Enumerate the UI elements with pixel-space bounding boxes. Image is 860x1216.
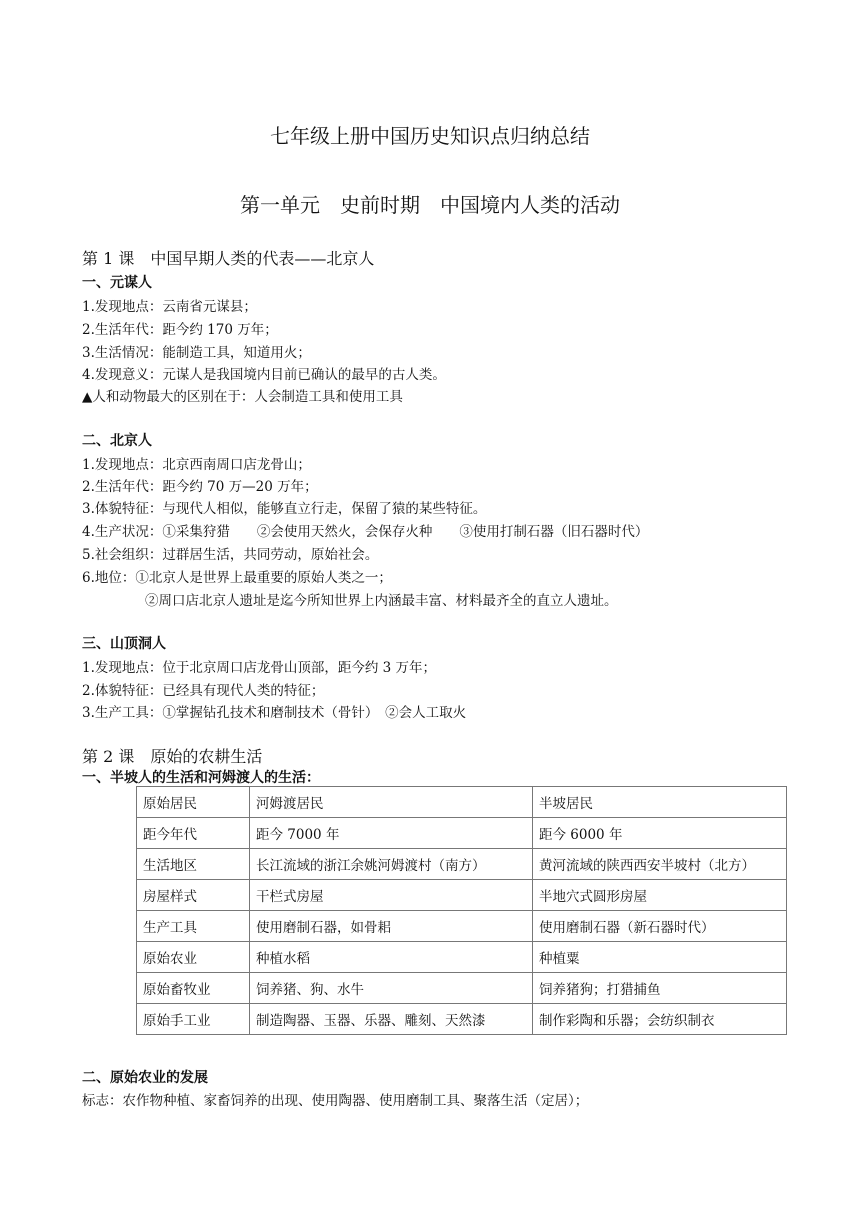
beijing-line-6: 6.地位：①北京人是世界上最重要的原始人类之一； xyxy=(82,570,392,586)
table-cell: 河姆渡居民 xyxy=(250,787,533,818)
table-cell: 饲养猪狗；打猎捕鱼 xyxy=(533,973,787,1004)
shanding-line-3: 3.生产工具：①掌握钻孔技术和磨制技术（骨针） ②会人工取火 xyxy=(82,705,467,721)
beijing-line-1: 1.发现地点：北京西南周口店龙骨山； xyxy=(82,457,311,473)
table-cell: 距今 7000 年 xyxy=(250,818,533,849)
yuanmou-line-3: 3.生活情况：能制造工具，知道用火； xyxy=(82,345,311,361)
section-agriculture-heading: 二、原始农业的发展 xyxy=(82,1070,208,1086)
lesson-2-heading: 第 2 课 原始的农耕生活 xyxy=(82,747,263,766)
comparison-table xyxy=(136,786,787,1035)
beijing-line-5: 5.社会组织：过群居生活，共同劳动，原始社会。 xyxy=(82,547,379,563)
unit-title: 第一单元 史前时期 中国境内人类的活动 xyxy=(240,193,620,217)
shanding-line-1: 1.发现地点：位于北京周口店龙骨山顶部，距今约 3 万年； xyxy=(82,660,437,676)
section-beijing-heading: 二、北京人 xyxy=(82,433,152,449)
yuanmou-line-1: 1.发现地点：云南省元谋县； xyxy=(82,299,257,315)
table-cell: 干栏式房屋 xyxy=(250,880,533,911)
yuanmou-note: ▲人和动物最大的区别在于：人会制造工具和使用工具 xyxy=(82,389,403,405)
section-shanding-heading: 三、山顶洞人 xyxy=(82,636,166,652)
section-yuanmou-heading: 一、元谋人 xyxy=(82,275,152,291)
table-cell: 半坡居民 xyxy=(533,787,787,818)
table-section-heading: 一、半坡人的生活和河姆渡人的生活： xyxy=(82,770,320,786)
table-cell: 使用磨制石器（新石器时代） xyxy=(533,911,787,942)
table-row xyxy=(137,787,787,818)
table-cell: 原始农业 xyxy=(137,942,250,973)
table-cell: 距今年代 xyxy=(137,818,250,849)
beijing-line-3: 3.体貌特征：与现代人相似，能够直立行走，保留了猿的某些特征。 xyxy=(82,501,487,517)
table-cell: 种植水稻 xyxy=(250,942,533,973)
lesson-1-heading: 第 1 课 中国早期人类的代表——北京人 xyxy=(82,249,375,268)
table-cell: 使用磨制石器，如骨耜 xyxy=(250,911,533,942)
table-cell: 饲养猪、狗、水牛 xyxy=(250,973,533,1004)
beijing-line-7: ②周口店北京人遗址是迄今所知世界上内涵最丰富、材料最齐全的直立人遗址。 xyxy=(145,593,618,609)
shanding-line-2: 2.体貌特征：已经具有现代人类的特征； xyxy=(82,683,325,699)
table-row xyxy=(137,880,787,911)
table-row xyxy=(137,1004,787,1035)
yuanmou-line-2: 2.生活年代：距今约 170 万年； xyxy=(82,322,278,338)
table-cell: 原始手工业 xyxy=(137,1004,250,1035)
table-cell: 黄河流域的陕西西安半坡村（北方） xyxy=(533,849,787,880)
table-cell: 原始畜牧业 xyxy=(137,973,250,1004)
table-cell: 原始居民 xyxy=(137,787,250,818)
table-cell: 制造陶器、玉器、乐器、雕刻、天然漆 xyxy=(250,1004,533,1035)
table-row xyxy=(137,911,787,942)
beijing-line-2: 2.生活年代：距今约 70 万—20 万年； xyxy=(82,479,318,495)
table-cell: 生产工具 xyxy=(137,911,250,942)
table-cell: 生活地区 xyxy=(137,849,250,880)
table-cell: 半地穴式圆形房屋 xyxy=(533,880,787,911)
table-row xyxy=(137,818,787,849)
table-cell: 种植粟 xyxy=(533,942,787,973)
agriculture-line: 标志：农作物种植、家畜饲养的出现、使用陶器、使用磨制工具、聚落生活（定居）； xyxy=(82,1093,589,1109)
document-title: 七年级上册中国历史知识点归纳总结 xyxy=(270,124,590,148)
table-cell: 距今 6000 年 xyxy=(533,818,787,849)
table-row xyxy=(137,942,787,973)
table-cell: 房屋样式 xyxy=(137,880,250,911)
yuanmou-line-4: 4.发现意义：元谋人是我国境内目前已确认的最早的古人类。 xyxy=(82,367,446,383)
table-cell: 长江流域的浙江余姚河姆渡村（南方） xyxy=(250,849,533,880)
beijing-line-4: 4.生产状况：①采集狩猎 ②会使用天然火，会保存火种 ③使用打制石器（旧石器时代） xyxy=(82,524,649,540)
table-row xyxy=(137,849,787,880)
table-row xyxy=(137,973,787,1004)
table-cell: 制作彩陶和乐器；会纺织制衣 xyxy=(533,1004,787,1035)
